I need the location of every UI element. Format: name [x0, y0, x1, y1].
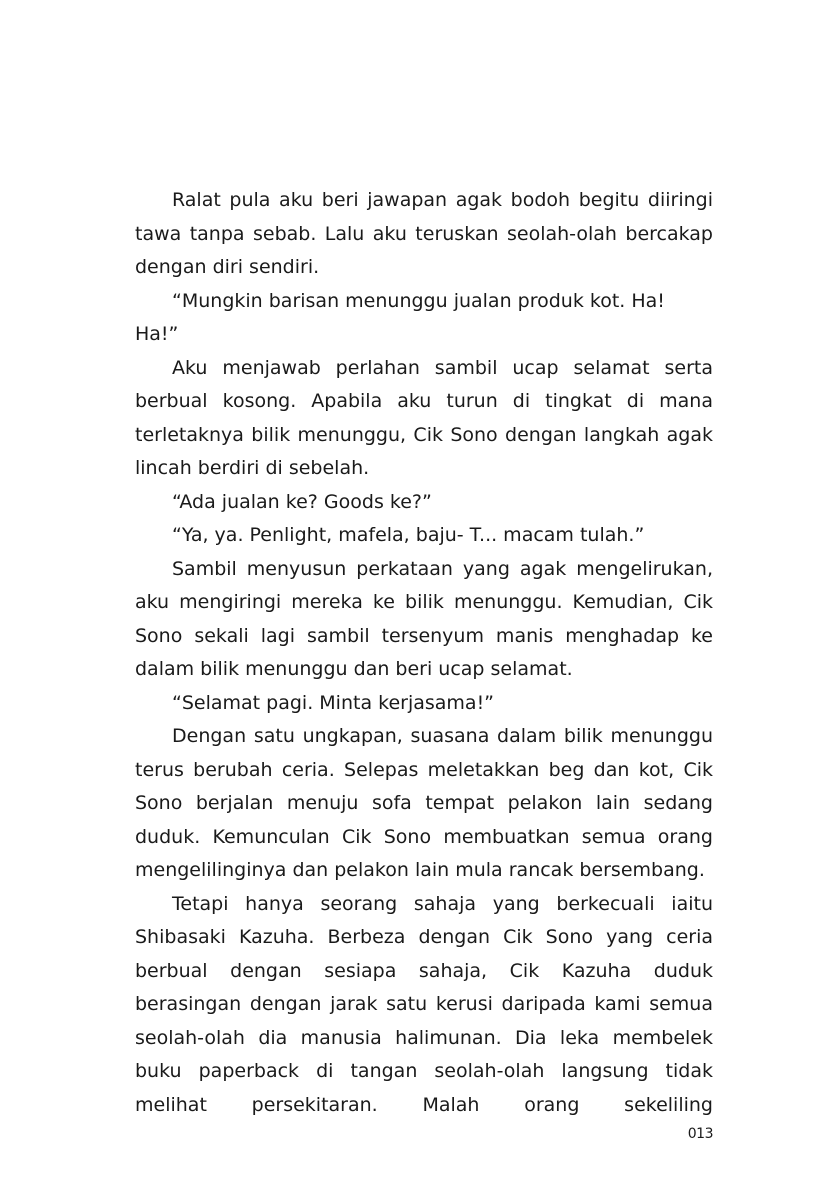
paragraph: Dengan satu ungkapan, suasana dalam bilik menunggu terus berubah ceria. Selepas meletakkan beg dan kot, Cik Sono berjalan menuju sofa tempat pelakon lain sedang duduk. Kemunculan Cik Sono membuatkan semua orang mengelilinginya dan pelakon lain mula rancak bersembang. [135, 725, 713, 881]
page-number: 013 [687, 1126, 713, 1142]
dialogue-line: “Ada jualan ke? Goods ke?” [172, 490, 432, 513]
paragraph: Ralat pula aku beri jawapan agak bodoh begitu diiringi tawa tanpa sebab. Lalu aku teruskan seolah-olah bercakap dengan diri sendiri. [135, 189, 713, 278]
paragraph: Sambil menyusun perkataan yang agak mengelirukan, aku mengiringi mereka ke bilik menunggu. Kemudian, Cik Sono sekali lagi sambil tersenyum manis menghadap ke dalam bilik menunggu dan beri ucap selamat. [135, 557, 713, 680]
dialogue-line: “Ya, ya. Penlight, mafela, baju- T... macam tulah.” [172, 524, 645, 546]
paragraph: Aku menjawab perlahan sambil ucap selamat serta berbual kosong. Apabila aku turun di tingkat di mana terletaknya bilik menunggu, Cik Sono dengan langkah agak lincah berdiri di sebelah. [135, 356, 713, 479]
dialogue-line: “Mungkin barisan menunggu jualan produk kot. Ha! Ha!” [135, 289, 665, 345]
body-text [135, 184, 713, 1122]
dialogue-line: “Selamat pagi. Minta kerjasama!” [172, 691, 495, 714]
paragraph: Tetapi hanya seorang sahaja yang berkecuali iaitu Shibasaki Kazuha. Berbeza dengan Cik Sono yang ceria berbual dengan sesiapa sahaja, Cik Kazuha duduk berasingan dengan jarak satu kerusi daripada kami semua seolah-olah dia manusia halimunan. Dia leka membelek buku paperback di tangan seolah-olah langsung tidak melihat persekitaran. Malah orang sekeliling [135, 892, 713, 1116]
